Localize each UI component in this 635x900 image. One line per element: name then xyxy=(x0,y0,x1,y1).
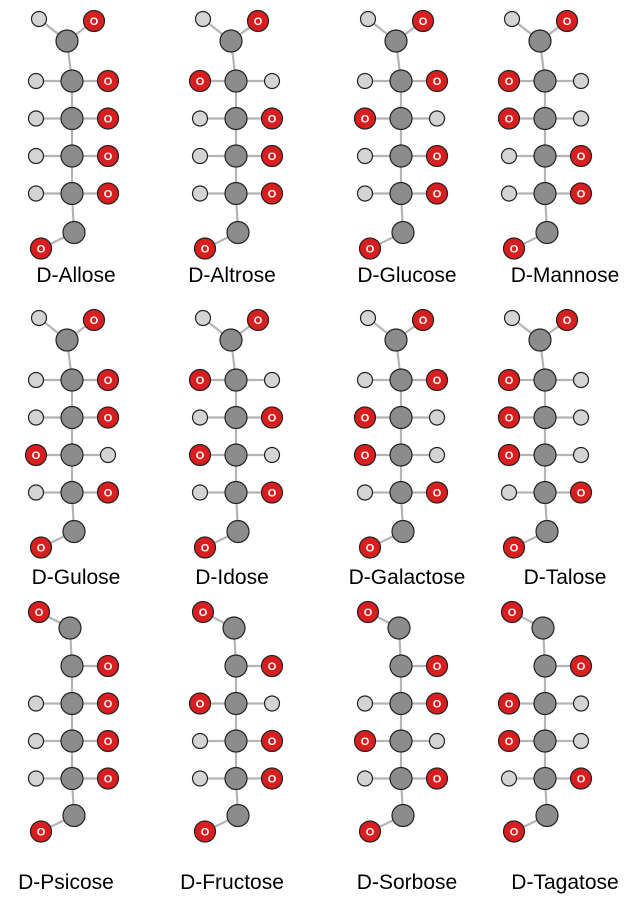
carbon-atom xyxy=(536,805,558,827)
oxygen-label: O xyxy=(562,16,572,28)
hydrogen-atom xyxy=(193,186,208,201)
hydrogen-atom xyxy=(29,111,44,126)
oxygen-label: O xyxy=(365,243,375,256)
oxygen-label: O xyxy=(34,607,44,619)
oxygen-label: O xyxy=(576,151,586,163)
oxygen-label: O xyxy=(432,76,442,88)
carbon-atom xyxy=(61,407,83,429)
carbon-atom xyxy=(61,369,83,391)
carbon-atom xyxy=(529,30,551,52)
oxygen-label: O xyxy=(360,412,370,425)
hydrogen-atom xyxy=(502,186,517,201)
oxygen-label: O xyxy=(267,736,277,748)
bonds xyxy=(36,318,108,548)
molecule-name: D-Sorbose xyxy=(356,871,458,894)
hydrogen-atom xyxy=(358,696,373,711)
carbon-atom xyxy=(63,805,85,827)
carbon-atom xyxy=(61,183,83,205)
carbon-atom xyxy=(225,768,247,790)
oxygen-label: O xyxy=(267,487,277,500)
oxygen-label: O xyxy=(103,661,113,673)
carbon-atom xyxy=(220,329,242,351)
carbon-atom xyxy=(536,222,558,244)
molecule-name: D-Glucose xyxy=(357,264,457,287)
carbon-atom xyxy=(534,730,556,752)
molecule-name: D-Gulose xyxy=(31,566,121,589)
oxygen-label: O xyxy=(103,375,113,387)
hydrogen-atom xyxy=(502,771,517,786)
hydrogen-atom xyxy=(32,12,47,27)
molecule-name: D-Altrose xyxy=(188,264,276,287)
molecule-name: D-Mannose xyxy=(510,264,620,287)
carbon-atom xyxy=(63,222,85,244)
bonds xyxy=(509,612,581,832)
hydrogen-atom xyxy=(358,149,373,164)
molecule-d-glucose xyxy=(355,11,448,260)
hydrogen-atom xyxy=(430,410,445,425)
bonds xyxy=(200,318,272,548)
oxygen-label: O xyxy=(36,826,46,839)
oxygen-label: O xyxy=(103,412,113,425)
carbon-atom xyxy=(390,108,412,130)
hydrogen-atom xyxy=(29,485,44,500)
molecule-d-gulose xyxy=(26,310,119,559)
oxygen-label: O xyxy=(195,450,205,462)
oxygen-label: O xyxy=(432,375,442,387)
hydrogen-atom xyxy=(502,485,517,500)
oxygen-label: O xyxy=(267,773,277,786)
carbon-atom xyxy=(390,407,412,429)
oxygen-label: O xyxy=(195,698,205,711)
oxygen-label: O xyxy=(504,113,514,126)
oxygen-label: O xyxy=(507,607,517,619)
hydrogen-atom xyxy=(358,373,373,388)
oxygen-label: O xyxy=(418,16,428,28)
carbon-atom xyxy=(534,482,556,504)
oxygen-label: O xyxy=(267,661,277,673)
carbon-atom xyxy=(225,183,247,205)
oxygen-label: O xyxy=(576,188,586,201)
oxygen-label: O xyxy=(103,76,113,88)
oxygen-label: O xyxy=(103,698,113,711)
bonds xyxy=(365,19,437,249)
carbon-atom xyxy=(390,655,412,677)
hydrogen-atom xyxy=(430,111,445,126)
oxygen-label: O xyxy=(89,315,99,327)
bonds xyxy=(36,612,108,832)
oxygen-label: O xyxy=(432,661,442,673)
carbon-atom xyxy=(390,70,412,92)
bonds xyxy=(36,19,108,249)
carbon-atom xyxy=(61,768,83,790)
hydrogen-atom xyxy=(502,149,517,164)
oxygen-label: O xyxy=(504,412,514,425)
molecule-d-altrose xyxy=(190,11,283,260)
hydrogen-atom xyxy=(430,734,445,749)
hydrogen-atom xyxy=(29,410,44,425)
carbon-atom xyxy=(227,521,249,543)
oxygen-label: O xyxy=(89,16,99,28)
oxygen-label: O xyxy=(504,450,514,462)
hydrogen-atom xyxy=(101,448,116,463)
bonds xyxy=(365,318,437,548)
carbon-atom xyxy=(225,70,247,92)
hydrogen-atom xyxy=(574,696,589,711)
carbon-atom xyxy=(390,693,412,715)
oxygen-label: O xyxy=(253,315,263,327)
oxygen-label: O xyxy=(432,487,442,500)
carbon-atom xyxy=(534,108,556,130)
molecule-d-allose xyxy=(29,11,119,260)
hydrogen-atom xyxy=(358,186,373,201)
carbon-atom xyxy=(61,70,83,92)
hydrogen-atom xyxy=(32,311,47,326)
molecule-d-fructose xyxy=(190,602,283,843)
molecule-name: D-Idose xyxy=(195,566,269,589)
carbon-atom xyxy=(63,521,85,543)
oxygen-label: O xyxy=(31,450,41,462)
carbon-atom xyxy=(61,655,83,677)
carbon-atom xyxy=(388,617,410,639)
oxygen-label: O xyxy=(103,736,113,748)
carbon-atom xyxy=(534,693,556,715)
oxygen-label: O xyxy=(200,243,210,256)
bonds xyxy=(509,19,581,249)
carbon-atom xyxy=(225,108,247,130)
carbon-atom xyxy=(225,444,247,466)
oxygen-label: O xyxy=(360,736,370,748)
oxygen-label: O xyxy=(576,773,586,786)
molecule-name: D-Allose xyxy=(36,264,116,287)
carbon-atom xyxy=(59,617,81,639)
hydrogen-atom xyxy=(574,448,589,463)
hydrogen-atom xyxy=(265,696,280,711)
carbon-atom xyxy=(534,183,556,205)
oxygen-label: O xyxy=(432,773,442,786)
carbon-atom xyxy=(390,768,412,790)
molecule-d-idose xyxy=(190,310,283,559)
hydrogen-atom xyxy=(265,373,280,388)
carbon-atom xyxy=(56,329,78,351)
carbon-atom xyxy=(385,329,407,351)
molecule-d-mannose xyxy=(499,11,592,260)
hydrogen-atom xyxy=(29,149,44,164)
carbon-atom xyxy=(534,655,556,677)
molecule-d-talose xyxy=(499,310,592,559)
bonds xyxy=(200,612,272,832)
oxygen-label: O xyxy=(198,607,208,619)
oxygen-label: O xyxy=(432,698,442,711)
carbon-atom xyxy=(534,145,556,167)
bonds xyxy=(200,19,272,249)
oxygen-label: O xyxy=(103,487,113,500)
carbon-atom xyxy=(529,329,551,351)
hydrogen-atom xyxy=(574,734,589,749)
carbon-atom xyxy=(534,70,556,92)
oxygen-label: O xyxy=(267,412,277,425)
carbon-atom xyxy=(390,183,412,205)
oxygen-label: O xyxy=(576,487,586,500)
oxygen-label: O xyxy=(200,542,210,555)
carbon-atom xyxy=(392,521,414,543)
oxygen-label: O xyxy=(267,188,277,201)
carbon-atom xyxy=(385,30,407,52)
molecule-name: D-Fructose xyxy=(180,871,284,894)
oxygen-label: O xyxy=(504,375,514,387)
hydrogen-atom xyxy=(505,311,520,326)
hydrogen-atom xyxy=(29,186,44,201)
oxygen-label: O xyxy=(253,16,263,28)
hydrogen-atom xyxy=(29,734,44,749)
carbon-atom xyxy=(61,482,83,504)
carbon-atom xyxy=(61,730,83,752)
oxygen-label: O xyxy=(504,736,514,748)
bonds xyxy=(509,318,581,548)
carbon-atom xyxy=(61,444,83,466)
molecule-d-sorbose xyxy=(355,602,448,843)
carbon-atom xyxy=(536,521,558,543)
oxygen-label: O xyxy=(504,698,514,711)
carbon-atom xyxy=(532,617,554,639)
carbon-atom xyxy=(56,30,78,52)
molecule-name: D-Tagatose xyxy=(511,871,619,894)
molecule-d-psicose xyxy=(29,602,119,843)
carbon-atom xyxy=(61,145,83,167)
hydrogen-atom xyxy=(29,74,44,89)
hydrogen-atom xyxy=(196,311,211,326)
oxygen-label: O xyxy=(195,375,205,387)
carbon-atom xyxy=(534,407,556,429)
hydrogen-atom xyxy=(193,149,208,164)
oxygen-label: O xyxy=(418,315,428,327)
oxygen-label: O xyxy=(576,661,586,673)
hydrogen-atom xyxy=(193,410,208,425)
carbon-atom xyxy=(534,369,556,391)
carbon-atom xyxy=(392,222,414,244)
oxygen-label: O xyxy=(360,450,370,462)
molecule-d-galactose xyxy=(355,310,448,559)
hydrogen-atom xyxy=(265,448,280,463)
hydrogen-atom xyxy=(574,111,589,126)
hydrogen-atom xyxy=(361,311,376,326)
hydrogen-atom xyxy=(193,485,208,500)
carbon-atom xyxy=(227,222,249,244)
oxygen-label: O xyxy=(360,113,370,126)
hydrogen-atom xyxy=(193,111,208,126)
carbon-atom xyxy=(223,617,245,639)
carbon-atom xyxy=(61,693,83,715)
hydrogen-atom xyxy=(574,74,589,89)
hydrogen-atom xyxy=(29,373,44,388)
hydrogen-atom xyxy=(430,448,445,463)
hydrogen-atom xyxy=(361,12,376,27)
carbon-atom xyxy=(390,482,412,504)
molecule-name: D-Galactose xyxy=(348,566,466,589)
carbon-atom xyxy=(225,655,247,677)
molecule-name: D-Psicose xyxy=(18,871,114,894)
oxygen-label: O xyxy=(363,607,373,619)
carbon-atom xyxy=(390,730,412,752)
carbon-atom xyxy=(392,805,414,827)
hydrogen-atom xyxy=(193,734,208,749)
oxygen-label: O xyxy=(509,826,519,839)
oxygen-label: O xyxy=(103,188,113,201)
oxygen-label: O xyxy=(365,826,375,839)
hydrogen-atom xyxy=(505,12,520,27)
carbon-atom xyxy=(534,444,556,466)
hydrogen-atom xyxy=(29,771,44,786)
carbon-atom xyxy=(61,108,83,130)
oxygen-label: O xyxy=(103,773,113,786)
oxygen-label: O xyxy=(103,151,113,163)
oxygen-label: O xyxy=(432,151,442,163)
molecule-name: D-Talose xyxy=(523,566,607,589)
hydrogen-atom xyxy=(574,410,589,425)
oxygen-label: O xyxy=(267,113,277,126)
carbon-atom xyxy=(227,805,249,827)
carbon-atom xyxy=(225,407,247,429)
hydrogen-atom xyxy=(29,696,44,711)
hydrogen-atom xyxy=(358,485,373,500)
oxygen-label: O xyxy=(195,76,205,88)
oxygen-label: O xyxy=(103,113,113,126)
oxygen-label: O xyxy=(509,243,519,256)
carbon-atom xyxy=(225,145,247,167)
oxygen-label: O xyxy=(509,542,519,555)
bonds xyxy=(365,612,437,832)
carbon-atom xyxy=(225,693,247,715)
hydrogen-atom xyxy=(358,74,373,89)
hydrogen-atom xyxy=(358,771,373,786)
carbon-atom xyxy=(390,369,412,391)
oxygen-label: O xyxy=(36,243,46,256)
carbon-atom xyxy=(225,369,247,391)
carbon-atom xyxy=(390,145,412,167)
hydrogen-atom xyxy=(193,771,208,786)
oxygen-label: O xyxy=(562,315,572,327)
carbon-atom xyxy=(534,768,556,790)
atoms xyxy=(29,602,119,843)
oxygen-label: O xyxy=(267,151,277,163)
oxygen-label: O xyxy=(432,188,442,201)
oxygen-label: O xyxy=(36,542,46,555)
oxygen-label: O xyxy=(365,542,375,555)
oxygen-label: O xyxy=(504,76,514,88)
carbon-atom xyxy=(225,730,247,752)
oxygen-label: O xyxy=(200,826,210,839)
carbon-atom xyxy=(390,444,412,466)
molecule-d-tagatose xyxy=(499,602,592,843)
hydrogen-atom xyxy=(265,74,280,89)
atoms xyxy=(29,11,119,260)
hydrogen-atom xyxy=(196,12,211,27)
carbon-atom xyxy=(220,30,242,52)
hydrogen-atom xyxy=(574,373,589,388)
carbon-atom xyxy=(225,482,247,504)
